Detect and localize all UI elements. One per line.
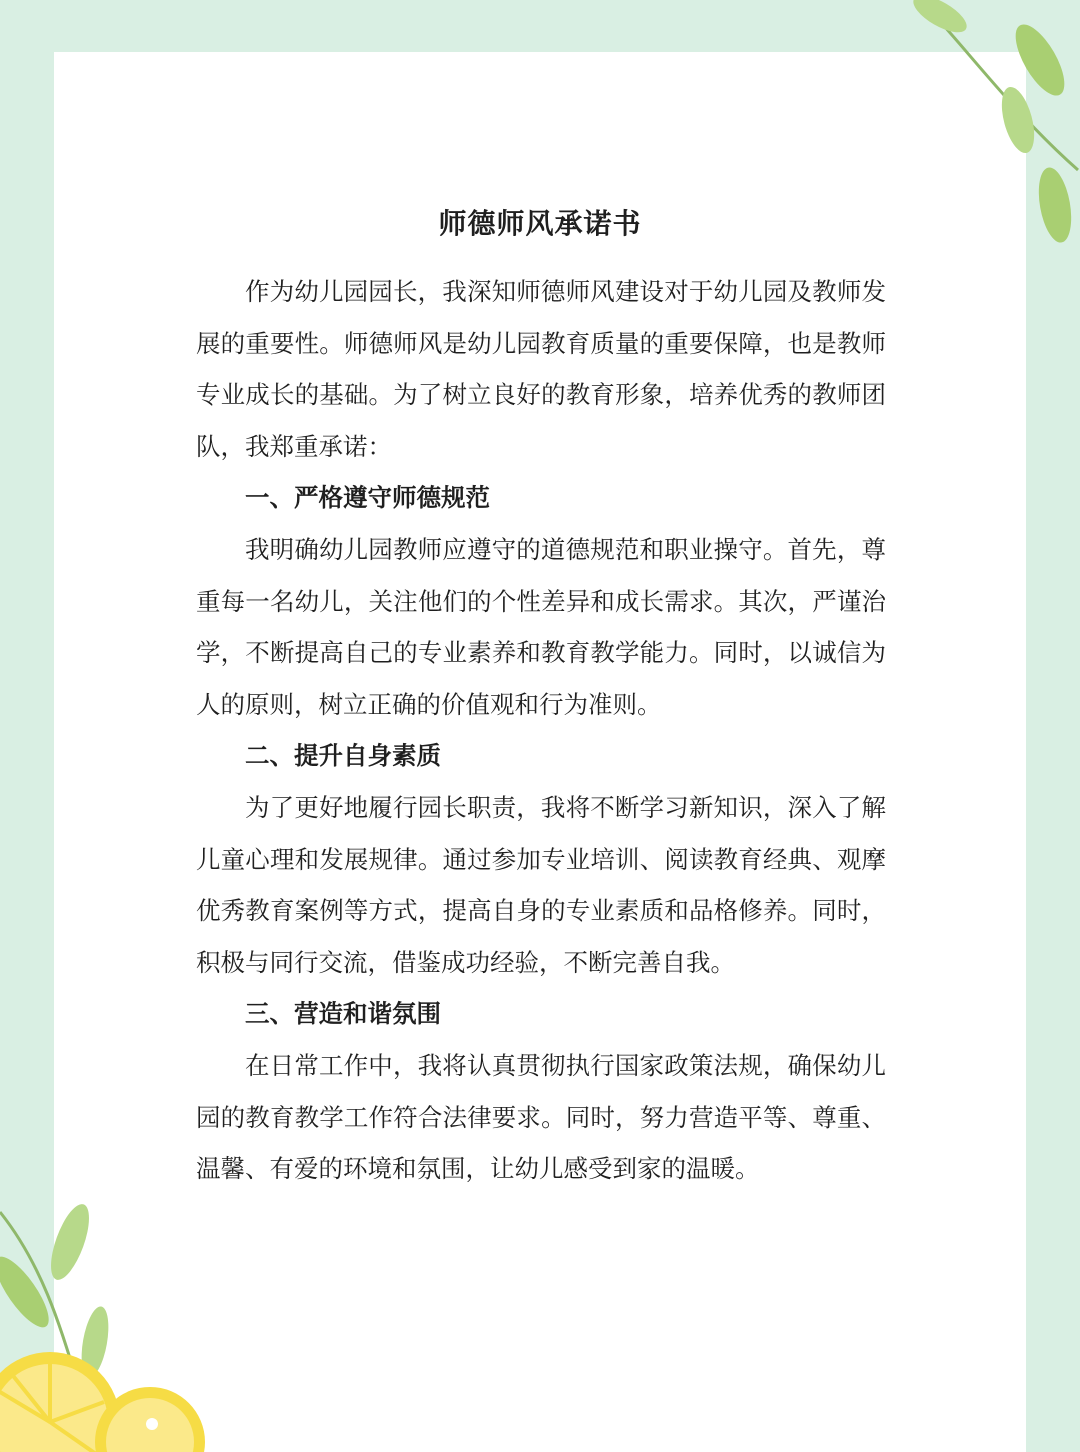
document-body [196, 266, 886, 1195]
section-heading: 二、提升自身素质 [245, 741, 441, 771]
section-paragraph: 我明确幼儿园教师应遵守的道德规范和职业操守。首先，尊重每一名幼儿，关注他们的个性差异和成长需求。其次，严谨治学，不断提高自己的专业素养和教育教学能力。同时，以诚信为人的原则，树立正确的价值观和行为准则。 [196, 534, 886, 719]
section-heading: 三、营造和谐氛围 [245, 999, 441, 1029]
document-title: 师德师风承诺书 [438, 207, 642, 240]
section-paragraph: 为了更好地履行园长职责，我将不断学习新知识，深入了解儿童心理和发展规律。通过参加专业培训、阅读教育经典、观摩优秀教育案例等方式，提高自身的专业素质和品格修养。同时，积极与同行交流，借鉴成功经验，不断完善自我。 [196, 792, 886, 977]
section-paragraph: 在日常工作中，我将认真贯彻执行国家政策法规，确保幼儿园的教育教学工作符合法律要求。同时，努力营造平等、尊重、温馨、有爱的环境和氛围，让幼儿感受到家的温暖。 [196, 1050, 886, 1184]
intro-paragraph: 作为幼儿园园长，我深知师德师风建设对于幼儿园及教师发展的重要性。师德师风是幼儿园教育质量的重要保障，也是教师专业成长的基础。为了树立良好的教育形象，培养优秀的教师团队，我郑重承诺： [196, 277, 886, 461]
section-heading: 一、严格遵守师德规范 [245, 483, 490, 513]
